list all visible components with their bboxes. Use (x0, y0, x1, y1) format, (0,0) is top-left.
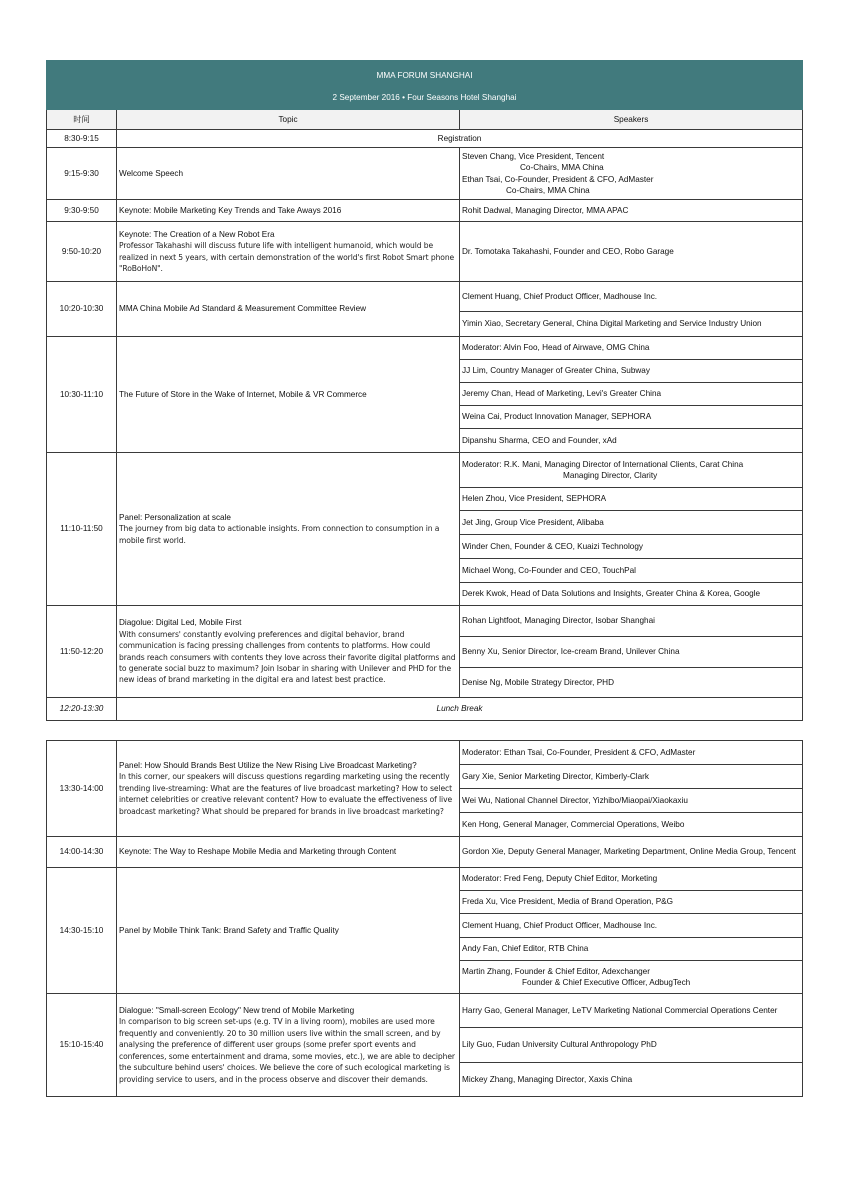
session-time: 14:00-14:30 (47, 837, 117, 868)
speaker: Dipanshu Sharma, CEO and Founder, xAd (460, 429, 803, 453)
session-topic-cell (117, 994, 460, 1097)
banner-subtitle-row (47, 87, 803, 110)
speaker: Gordon Xie, Deputy General Manager, Marketing Department, Online Media Group, Tencent (460, 837, 803, 868)
session-topic: Panel by Mobile Think Tank: Brand Safety and Traffic Quality (117, 868, 460, 994)
session-description: With consumers' constantly evolving preferences and digital behavior, brand communication is facing pressing challenges from contents to platforms. How could brands reach consumers with contents they love across their favorite digital platforms and to generate social buzz to maximum? Join Isobar in sharing with Unilever and PHD for the new ideas of brand marketing in the digital era and latest best practice. (119, 629, 456, 685)
speaker: Yimin Xiao, Secretary General, China Digital Marketing and Service Industry Union (460, 312, 803, 337)
session-time: 11:50-12:20 (47, 606, 117, 698)
speaker: Rohan Lightfoot, Managing Director, Isobar Shanghai (460, 606, 803, 637)
session-row-lunch (47, 698, 803, 721)
session-time: 11:10-11:50 (47, 453, 117, 606)
session-description: In this corner, our speakers will discuss questions regarding marketing using the recently trending live-streaming: What are the features of live broadcast marketing? How to select internet celebrities or creative relevant content? How to evaluate the effectiveness of live broadcast marketing? What should be prepared for brands in live broadcast marketing? (119, 772, 453, 816)
event-subtitle: 2 September 2016 • Four Seasons Hotel Shanghai (47, 87, 803, 110)
moderator-line: Moderator: R.K. Mani, Managing Director of International Clients, Carat China (462, 459, 744, 469)
session-row (47, 337, 803, 360)
session-topic: Welcome Speech (117, 148, 460, 200)
session-topic-cell (117, 453, 460, 606)
speaker: Derek Kwok, Head of Data Solutions and Insights, Greater China & Korea, Google (460, 583, 803, 606)
session-time: 9:50-10:20 (47, 222, 117, 282)
session-row (47, 148, 803, 200)
session-topic: MMA China Mobile Ad Standard & Measurement Committee Review (117, 282, 460, 337)
session-topic: Keynote: The Way to Reshape Mobile Media and Marketing through Content (117, 837, 460, 868)
speaker: Moderator: Alvin Foo, Head of Airwave, OMG China (460, 337, 803, 360)
session-description: The journey from big data to actionable insights. From connection to consumption in a mobile first world. (119, 524, 440, 545)
speaker-line: Martin Zhang, Founder & Chief Editor, Adexchanger (462, 966, 650, 976)
session-topic: Registration (117, 130, 803, 148)
session-row (47, 222, 803, 282)
session-row (47, 994, 803, 1028)
session-description: Professor Takahashi will discuss future life with intelligent humanoid, which would be realized in next 5 years, with certain demonstration of the world's first Robot Smart phone "RoBoHoN". (119, 241, 455, 273)
session-time: 12:20-13:30 (47, 698, 117, 721)
session-topic: Panel: How Should Brands Best Utilize the New Rising Live Broadcast Marketing? (119, 760, 417, 770)
session-row (47, 741, 803, 765)
agenda-table-morning (46, 60, 803, 721)
session-topic: Panel: Personalization at scale (119, 512, 231, 522)
speaker: Mickey Zhang, Managing Director, Xaxis China (460, 1063, 803, 1097)
speaker: Clement Huang, Chief Product Officer, Madhouse Inc. (460, 282, 803, 312)
speaker: Weina Cai, Product Innovation Manager, SEPHORA (460, 406, 803, 429)
speaker: Wei Wu, National Channel Director, Yizhibo/Miaopai/Xiaokaxiu (460, 789, 803, 813)
column-header-time: 时间 (47, 110, 117, 130)
session-topic: Diagolue: Digital Led, Mobile First (119, 618, 242, 628)
speaker: Jet Jing, Group Vice President, Alibaba (460, 511, 803, 535)
speaker-affiliation: Co-Chairs, MMA China (520, 163, 604, 173)
column-header-speakers: Speakers (460, 110, 803, 130)
session-topic-cell (117, 222, 460, 282)
session-time: 9:15-9:30 (47, 148, 117, 200)
speaker: Rohit Dadwal, Managing Director, MMA APAC (460, 200, 803, 222)
session-description: In comparison to big screen set-ups (e.g. TV in a living room), mobiles are used more frequently and conveniently. 20 to 30 million users live within the small screen, and by analysing the preference of different user groups (some prefer sport events and conferences, some entertainment and drama, some movies, etc.), we are able to decipher the subculture behind users' choices. We believe the core of such ecological marketing is providing service to users, and in the process observe and discover their demands. (119, 1017, 455, 1084)
moderator-affiliation: Managing Director, Clarity (563, 471, 658, 480)
speaker-affiliation: Co-Chairs, MMA China (506, 185, 590, 195)
session-row (47, 282, 803, 312)
session-topic: The Future of Store in the Wake of Internet, Mobile & VR Commerce (117, 337, 460, 453)
speaker (460, 961, 803, 994)
session-row (47, 200, 803, 222)
speaker-affiliation: Founder & Chief Executive Officer, AdbugTech (522, 978, 691, 987)
speaker: Winder Chen, Founder & CEO, Kuaizi Technology (460, 535, 803, 559)
event-title: MMA FORUM SHANGHAI (47, 61, 803, 87)
session-topic-cell (117, 741, 460, 837)
speaker: Steven Chang, Vice President, Tencent (462, 151, 605, 161)
speaker: Moderator: Fred Feng, Deputy Chief Editor, Morketing (460, 868, 803, 891)
session-time: 10:30-11:10 (47, 337, 117, 453)
session-topic: Lunch Break (117, 698, 803, 721)
moderator (460, 453, 803, 488)
speaker: Helen Zhou, Vice President, SEPHORA (460, 488, 803, 511)
speaker: JJ Lim, Country Manager of Greater China, Subway (460, 360, 803, 383)
speaker: Moderator: Ethan Tsai, Co-Founder, President & CFO, AdMaster (460, 741, 803, 765)
session-row (47, 453, 803, 488)
session-row (47, 130, 803, 148)
speaker: Dr. Tomotaka Takahashi, Founder and CEO, Robo Garage (460, 222, 803, 282)
speaker: Ethan Tsai, Co-Founder, President & CFO, AdMaster (462, 174, 654, 184)
agenda-table-afternoon (46, 740, 803, 1097)
speaker: Benny Xu, Senior Director, Ice-cream Brand, Unilever China (460, 637, 803, 668)
session-topic-cell (117, 606, 460, 698)
speaker: Freda Xu, Vice President, Media of Brand Operation, P&G (460, 891, 803, 914)
session-time: 8:30-9:15 (47, 130, 117, 148)
session-topic: Dialogue: "Small-screen Ecology" New trend of Mobile Marketing (119, 1006, 355, 1016)
banner-title-row (47, 61, 803, 87)
session-row (47, 837, 803, 868)
speaker: Michael Wong, Co-Founder and CEO, TouchPal (460, 559, 803, 583)
session-topic: Keynote: Mobile Marketing Key Trends and Take Aways 2016 (117, 200, 460, 222)
speaker: Gary Xie, Senior Marketing Director, Kimberly-Clark (460, 765, 803, 789)
speaker: Jeremy Chan, Head of Marketing, Levi's Greater China (460, 383, 803, 406)
speaker: Clement Huang, Chief Product Officer, Madhouse Inc. (460, 914, 803, 938)
speaker: Lily Guo, Fudan University Cultural Anthropology PhD (460, 1028, 803, 1063)
speaker: Ken Hong, General Manager, Commercial Operations, Weibo (460, 813, 803, 837)
session-time: 13:30-14:00 (47, 741, 117, 837)
column-header-row (47, 110, 803, 130)
session-topic: Keynote: The Creation of a New Robot Era (119, 229, 275, 239)
speaker: Denise Ng, Mobile Strategy Director, PHD (460, 668, 803, 698)
session-speakers (460, 148, 803, 200)
speaker: Andy Fan, Chief Editor, RTB China (460, 938, 803, 961)
speaker: Harry Gao, General Manager, LeTV Marketing National Commercial Operations Center (460, 994, 803, 1028)
session-row (47, 868, 803, 891)
session-time: 9:30-9:50 (47, 200, 117, 222)
session-time: 14:30-15:10 (47, 868, 117, 994)
column-header-topic: Topic (117, 110, 460, 130)
session-time: 15:10-15:40 (47, 994, 117, 1097)
session-row (47, 606, 803, 637)
session-time: 10:20-10:30 (47, 282, 117, 337)
